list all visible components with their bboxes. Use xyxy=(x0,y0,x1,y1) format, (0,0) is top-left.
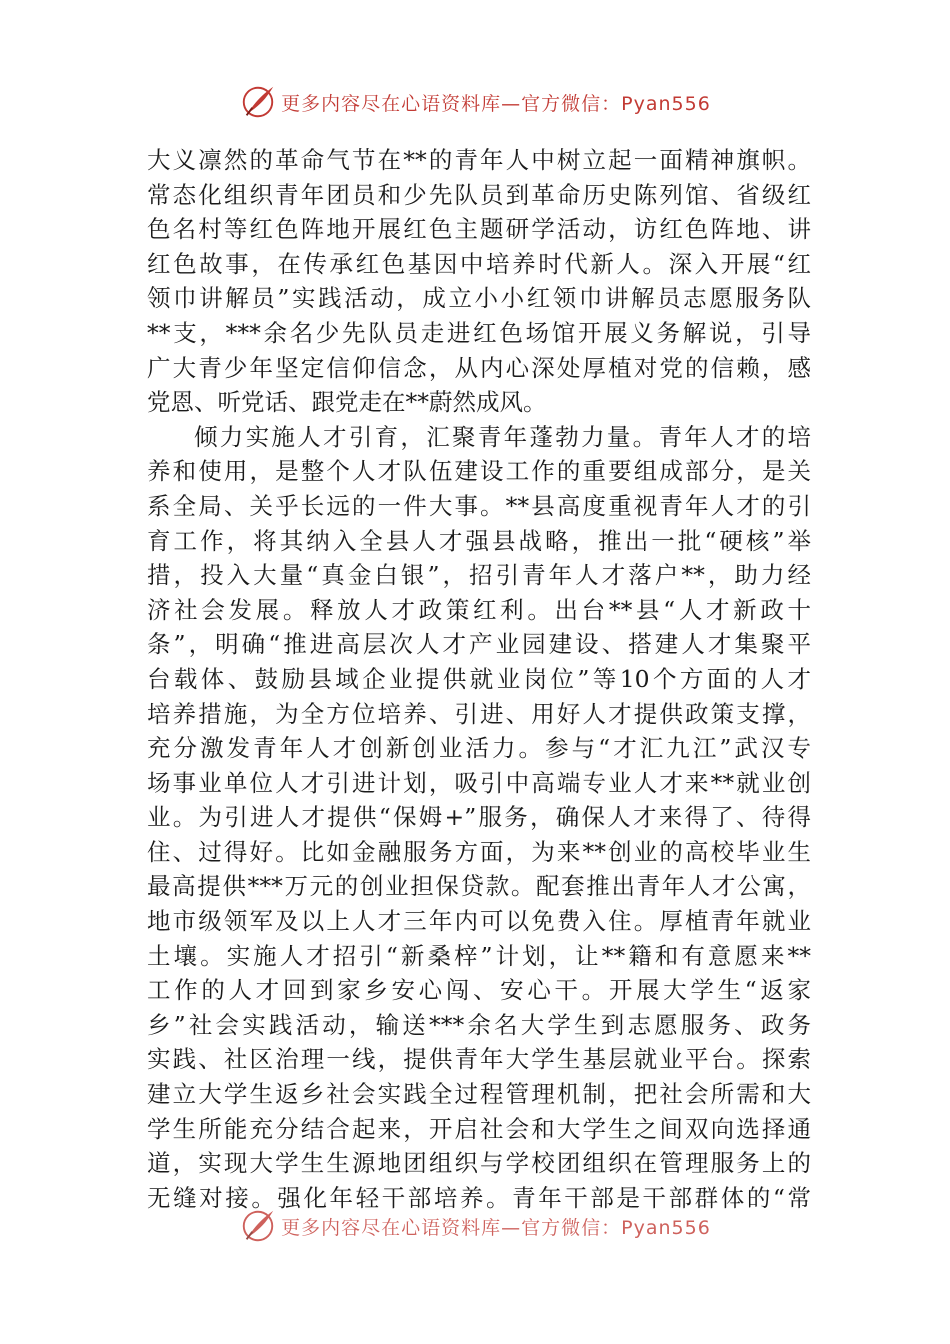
text-line: 措，投入大量“真金白银”，招引青年人才落户**，助力经 xyxy=(147,561,811,590)
header-watermark xyxy=(0,82,950,122)
watermark-text: 更多内容尽在心语资料库—官方微信：Pyan556 xyxy=(281,92,711,115)
text-line: 地市级领军及以上人才三年内可以免费入住。厚植青年就业 xyxy=(147,907,811,936)
text-line: 广大青少年坚定信仰信念，从内心深处厚植对党的信赖，感 xyxy=(147,353,811,382)
text-line: 党恩、听党话、跟党走在**蔚然成风。 xyxy=(147,388,547,417)
text-line: 住、过得好。比如金融服务方面，为来**创业的高校毕业生 xyxy=(147,837,811,866)
text-line: 培养措施，为全方位培养、引进、用好人才提供政策支撑， xyxy=(147,699,811,728)
text-line: 实践、社区治理一线，提供青年大学生基层就业平台。探索 xyxy=(147,1045,811,1074)
text-line: 业。为引进人才提供“保姆+”服务，确保人才来得了、待得 xyxy=(147,803,811,832)
text-line: 济社会发展。释放人才政策红利。出台**县“人才新政十 xyxy=(147,595,811,624)
text-line: 台载体、鼓励县域企业提供就业岗位”等10个方面的人才 xyxy=(147,664,811,693)
text-line: 土壤。实施人才招引“新桑梓”计划，让**籍和有意愿来** xyxy=(147,941,811,970)
quill-pen-logo-icon xyxy=(239,83,277,121)
text-line: 养和使用，是整个人才队伍建设工作的重要组成部分，是关 xyxy=(147,457,811,486)
text-line: 常态化组织青年团员和少先队员到革命历史陈列馆、省级红 xyxy=(147,180,811,209)
text-line: 场事业单位人才引进计划，吸引中高端专业人才来**就业创 xyxy=(147,768,811,797)
paragraph-start-line: 倾力实施人才引育，汇聚青年蓬勃力量。青年人才的培 xyxy=(194,422,811,451)
text-line: 充分激发青年人才创新创业活力。参与“才汇九江”武汉专 xyxy=(147,734,811,763)
text-line: 乡”社会实践活动，输送***余名大学生到志愿服务、政务 xyxy=(147,1010,811,1039)
text-line: 色名村等红色阵地开展红色主题研学活动，访红色阵地、讲 xyxy=(147,215,811,244)
text-line: 领巾讲解员”实践活动，成立小小红领巾讲解员志愿服务队 xyxy=(147,284,811,313)
document-body xyxy=(147,143,811,1215)
text-line: 工作的人才回到家乡安心闯、安心干。开展大学生“返家 xyxy=(147,976,811,1005)
watermark-text: 更多内容尽在心语资料库—官方微信：Pyan556 xyxy=(281,1216,711,1239)
text-line: 系全局、关乎长远的一件大事。**县高度重视青年人才的引 xyxy=(147,491,811,520)
text-line: 大义凛然的革命气节在**的青年人中树立起一面精神旗帜。 xyxy=(147,146,811,174)
footer-watermark xyxy=(0,1206,950,1246)
text-line: 学生所能充分结合起来，开启社会和大学生之间双向选择通 xyxy=(147,1114,811,1143)
text-line: **支，***余名少先队员走进红色场馆开展义务解说，引导 xyxy=(147,318,811,347)
text-line: 无缝对接。强化年轻干部培养。青年干部是干部群体的“常 xyxy=(147,1183,811,1212)
text-line: 建立大学生返乡社会实践全过程管理机制，把社会所需和大 xyxy=(147,1080,811,1109)
text-line: 育工作，将其纳入全县人才强县战略，推出一批“硬核”举 xyxy=(147,526,811,555)
text-line: 道，实现大学生生源地团组织与学校团组织在管理服务上的 xyxy=(147,1149,811,1178)
text-line: 红色故事，在传承红色基因中培养时代新人。深入开展“红 xyxy=(147,249,811,278)
text-line: 最高提供***万元的创业担保贷款。配套推出青年人才公寓， xyxy=(147,872,811,901)
text-line: 条”，明确“推进高层次人才产业园建设、搭建人才集聚平 xyxy=(147,630,811,659)
quill-pen-logo-icon xyxy=(239,1207,277,1245)
